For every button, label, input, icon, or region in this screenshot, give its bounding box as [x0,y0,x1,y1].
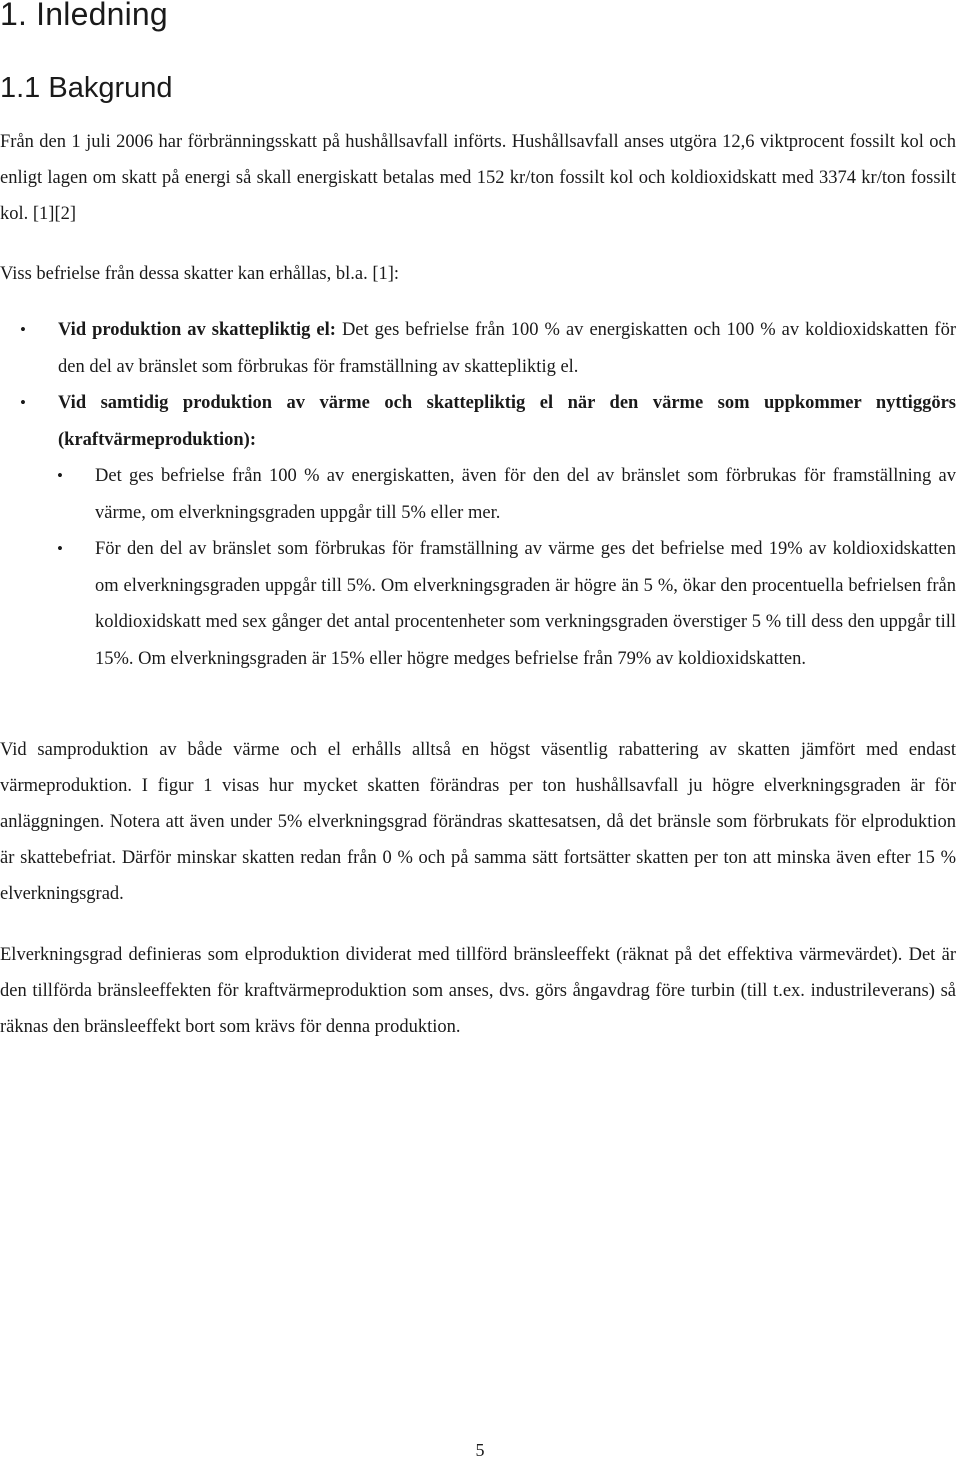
chapter-heading: 1. Inledning [0,0,168,32]
list-item [20,385,956,458]
list-item [20,312,956,385]
exemption-list [20,312,956,458]
list-item [57,458,956,531]
bullet-icon: • [57,466,63,485]
bullet-icon: • [20,393,26,412]
list-item-bold-label: Vid samtidig produktion av värme och skattepliktig el när den värme som uppkommer nyttiggörs (kraftvärmeproduktion): [58,393,956,450]
list-item-bold-label: Vid produktion av skattepliktig el: [58,320,336,340]
list-item-text: För den del av bränslet som förbrukas för framställning av värme ges det befrielse med 19% av koldioxidskatten om elverkningsgraden uppgår till 5%. Om elverkningsgraden är högre än 5 %, ökar den procentuella befrielsen från koldioxidskatt med sex gånger det antal procentenheter som verkningsgraden överstiger 5 % till dess den uppgår till 15%. Om elverkningsgraden är 15% eller högre medges befrielse från 79% av koldioxidskatten. [95,539,956,669]
list-item-text: Det ges befrielse från 100 % av energiskatten, även för den del av bränslet som förbrukas för framställning av värme, om elverkningsgraden uppgår till 5% eller mer. [95,466,956,523]
cogeneration-sub-list [57,458,956,677]
definition-paragraph: Elverkningsgrad definieras som elproduktion dividerat med tillförd bränsleeffekt (räknat på det effektiva värmevärdet). Det är den tillförda bränsleeffekten för kraftvärmeproduktion som anses, dvs. görs ångavdrag före turbin (till t.ex. industrileverans) så räknas den bränsleeffekt bort som krävs för denna produktion. [0,945,956,1037]
list-item [57,531,956,677]
bullet-icon: • [57,539,63,558]
bullet-icon: • [20,320,26,339]
section-heading: 1.1 Bakgrund [0,72,173,104]
list-item-text: Det ges befrielse från 100 % av energiskatten och 100 % av koldioxidskatten för den del av bränslet som förbrukas för framställning av skattepliktig el. [58,320,956,377]
exemption-lead-paragraph: Viss befrielse från dessa skatter kan erhållas, bl.a. [1]: [0,264,400,284]
page-number: 5 [475,1440,485,1460]
intro-paragraph: Från den 1 juli 2006 har förbränningsskatt på hushållsavfall införts. Hushållsavfall anses utgöra 12,6 viktprocent fossilt kol och enligt lagen om skatt på energi så skall energiskatt betalas med 152 kr/ton fossilt kol och koldioxidskatt med 3374 kr/ton fossilt kol. [1][2] [0,132,956,224]
combined-production-paragraph: Vid samproduktion av både värme och el erhålls alltså en högst väsentlig rabattering av skatten jämfört med endast värmeproduktion. I figur 1 visas hur mycket skatten förändras per ton hushållsavfall ju högre elverkningsgraden är för anläggningen. Notera att även under 5% elverkningsgrad förändras skattesatsen, då det bränsle som förbrukats för elproduktion är skattebefriat. Därför minskar skatten redan från 0 % och på samma sätt fortsätter skatten per ton att minska även efter 15 % elverkningsgrad. [0,740,956,904]
